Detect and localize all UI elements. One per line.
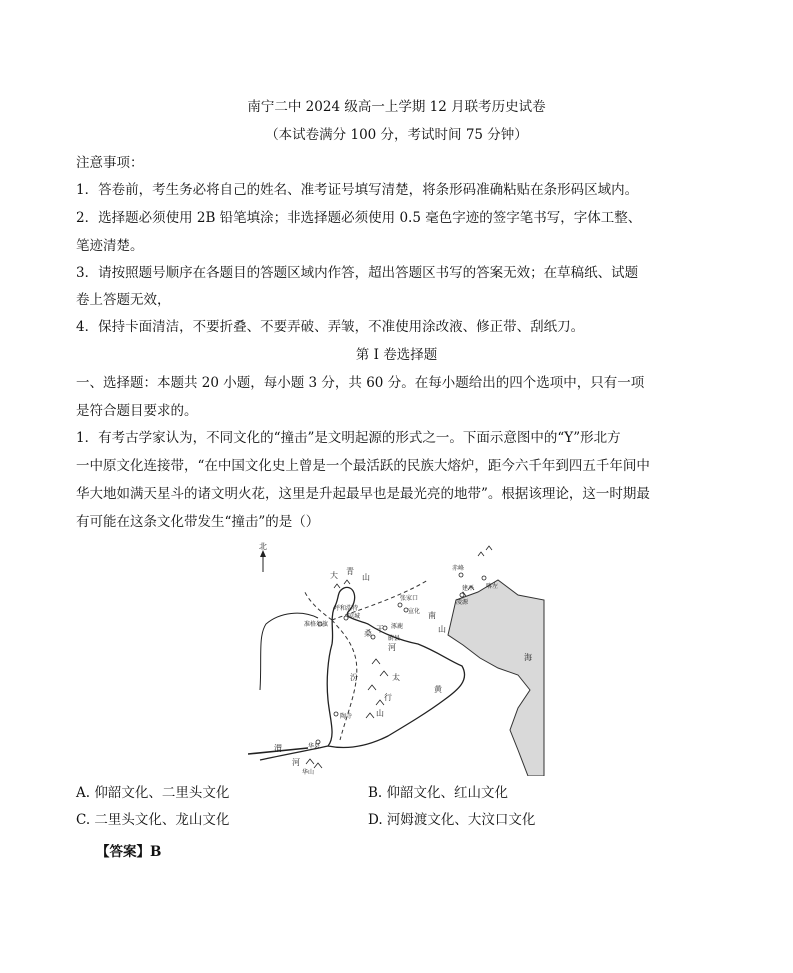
place-wei: 渭 [274, 744, 282, 753]
section-intro-1: 一、选择题：本题共 20 小题，每小题 3 分，共 60 分。在每小题给出的四个选项中，只有一项 [76, 375, 645, 391]
culture-belt-map [248, 540, 548, 776]
exam-subtitle: （本试卷满分 100 分，考试时间 75 分钟） [265, 127, 528, 143]
question-1-line-3: 华大地如满天星斗的诸文明火花，这里是升起最早也是最光亮的地带”。根据该理论，这一时期最 [76, 486, 650, 502]
place-he: 河 [388, 643, 396, 652]
option-d: D. 河姆渡文化、大汶口文化 [368, 812, 536, 828]
place-da: 大 [330, 571, 338, 580]
notice-item-3: 3．请按照题号顺序在各题目的答题区域内作答，超出答题区书写的答案无效；在草稿纸、试题 [76, 265, 639, 281]
exam-title: 南宁二中 2024 级高一上学期 12 月联考历史试卷 [247, 99, 546, 115]
notice-item-4: 4．保持卡面清洁，不要折叠、不要弄破、弄皱，不准使用涂改液、修正带、刮纸刀。 [76, 319, 585, 335]
place-yuxian: 蔚县 [388, 635, 401, 642]
place-liangcheng: 凉城 [348, 613, 361, 620]
place-gan: 干 [376, 625, 384, 634]
place-jianping: 建平 [462, 585, 475, 592]
place-fen: 汾 [350, 673, 358, 682]
sea-region [448, 580, 544, 776]
place-shan-3: 山 [438, 625, 446, 634]
place-zhangjiakou: 张家口 [400, 595, 419, 602]
place-nan: 南 [428, 611, 436, 620]
question-1-line-1: 1．有考古学家认为，不同文化的“撞击”是文明起源的形式之一。下面示意图中的“Y”形北方 [76, 430, 621, 446]
north-label: 北 [259, 542, 267, 551]
place-zhungeer: 准格尔旗 [304, 621, 329, 628]
notice-item-2: 2．选择题必须使用 2B 铅笔填涂；非选择题必须使用 0.5 毫色字迹的签字笔书写，字体工整、 [76, 210, 642, 226]
notice-item-1: 1．答卷前，考生务必将自己的姓名、准考证号填写清楚，将条形码准确粘贴在条形码区域内。 [76, 182, 639, 198]
notice-item-2-cont: 笔迹清楚。 [76, 238, 144, 254]
notice-item-3-cont: 卷上答题无效， [76, 292, 171, 308]
question-1-line-2: 一中原文化连接带，“在中国文化史上曾是一个最活跃的民族大熔炉，距今六千年到四五千年间中 [76, 458, 650, 474]
place-hang: 行 [384, 693, 392, 702]
place-shan: 山 [362, 573, 370, 582]
place-huashan: 华山 [302, 769, 315, 776]
place-sang: 桑 [364, 629, 372, 638]
place-hai: 海 [524, 653, 532, 662]
y-belt-west-branch [304, 590, 332, 620]
place-xuanhua: 宣化 [408, 608, 421, 615]
place-he-2: 河 [292, 758, 300, 767]
section-title: 第 I 卷选择题 [355, 347, 438, 363]
section-intro-2: 是符合题目要求的。 [76, 403, 198, 419]
place-huaxian: 华县 [308, 743, 321, 750]
place-lingyuan: 凌源 [456, 599, 469, 606]
option-c: C. 二里头文化、龙山文化 [76, 812, 230, 828]
answer-label: 【答案】B [96, 844, 162, 860]
place-shan-2: 山 [376, 709, 384, 718]
place-taosi: 陶寺 [340, 713, 353, 720]
notice-heading: 注意事项： [76, 155, 144, 171]
place-chifeng: 赤峰 [452, 565, 465, 572]
place-zhuolu: 涿鹿 [391, 623, 404, 630]
place-huang: 黄 [434, 685, 442, 694]
north-arrow-head-icon [260, 550, 266, 557]
place-hohhot: 呼和浩特 [334, 605, 359, 612]
place-kazuo: 喀左 [486, 583, 499, 590]
option-a: A. 仰韶文化、二里头文化 [76, 785, 230, 801]
option-b: B. 仰韶文化、红山文化 [368, 785, 509, 801]
question-1-line-4: 有可能在这条文化带发生“撞击”的是（） [76, 514, 320, 530]
place-tai: 太 [392, 673, 400, 682]
place-qing: 青 [346, 567, 354, 576]
